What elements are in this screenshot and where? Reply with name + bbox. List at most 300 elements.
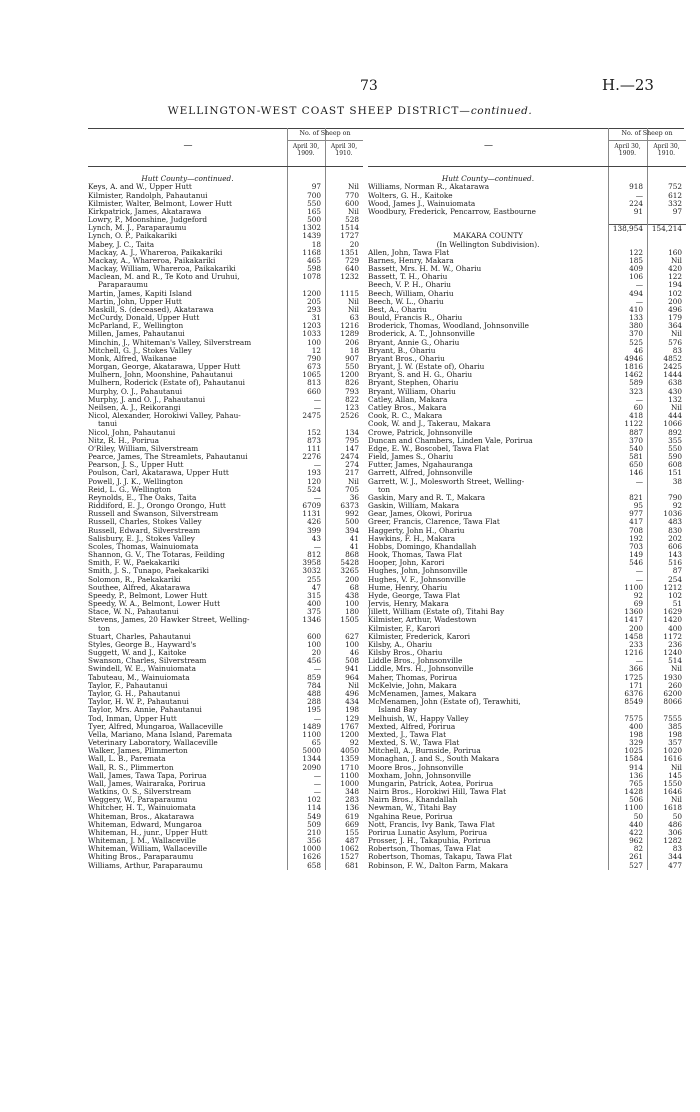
owner-name: Catley, Allan, Makara (368, 395, 448, 404)
sheep-1909: 288 (307, 698, 321, 707)
table-row (88, 200, 363, 208)
sheep-1910: 2425 (663, 363, 682, 372)
page-title (0, 105, 700, 117)
sheep-1910: 102 (668, 591, 682, 600)
header-group: No. of Sheep on (299, 130, 351, 137)
sheep-1909: 598 (307, 265, 321, 274)
sheep-1910: 194 (668, 281, 682, 290)
sheep-1909: 43 (311, 534, 321, 543)
table-row (368, 265, 686, 273)
sheep-1910: 640 (345, 265, 359, 274)
sheep-1909: 46 (633, 346, 643, 355)
sheep-1909: 366 (629, 665, 643, 674)
sheep-1909 (608, 175, 647, 183)
sheep-1910: 606 (668, 542, 682, 551)
owner-name: Whiteman, J. M., Wallaceville (88, 837, 196, 846)
sheep-1909: 47 (311, 583, 321, 592)
sheep-1909: 205 (307, 297, 321, 306)
sheep-1910 (647, 175, 686, 183)
owner-name: Ngahina Reue, Porirua (368, 812, 453, 821)
sheep-1909: 146 (629, 469, 643, 478)
sheep-1909: 1000 (302, 845, 321, 854)
table-row (88, 690, 363, 698)
sheep-1909: 3958 (302, 559, 321, 568)
header-group: No. of Sheep on (621, 130, 673, 137)
table-row (88, 249, 363, 257)
sheep-1910: 236 (668, 640, 682, 649)
owner-name: Haggerty, John H., Ohariu (368, 526, 465, 535)
table-row (368, 494, 686, 502)
table-row (368, 674, 686, 682)
table-row (368, 813, 686, 821)
table-row (368, 200, 686, 208)
sheep-1910: 1100 (340, 771, 359, 780)
owner-name: Solomon, R., Paekakariki (88, 575, 181, 584)
table-row (368, 453, 686, 461)
owner-name: Porirua Lunatic Asylum, Porirua (368, 828, 488, 837)
owner-name: Watkins, O. S., Silverstream (88, 788, 192, 797)
sheep-1910: 364 (668, 322, 682, 331)
owner-name: Wolters, G. H., Kaitoke (368, 191, 453, 200)
owner-name: Russell, Edward, Silverstream (88, 526, 201, 535)
table-row (368, 804, 686, 812)
sheep-1909: 962 (629, 837, 643, 846)
table-row (88, 862, 363, 870)
owner-name: McCurdy, Donald, Upper Hutt (88, 314, 200, 323)
table-row (88, 837, 363, 845)
table-row (368, 257, 686, 265)
owner-name: Island Bay (378, 706, 417, 715)
sheep-1910: 576 (668, 338, 682, 347)
sheep-1909: 114 (307, 804, 321, 813)
sheep-1909: 233 (629, 640, 643, 649)
sheep-1910: 147 (345, 444, 359, 453)
sheep-1910: Nil (670, 796, 682, 805)
sheep-1910: Nil (347, 681, 359, 690)
sheep-1910 (325, 167, 363, 175)
sheep-1909: 8549 (624, 698, 643, 707)
sheep-1910: 1767 (340, 722, 359, 731)
table-row (368, 404, 686, 412)
sheep-1909: 700 (307, 191, 321, 200)
owner-name: Morgan, George, Akatarawa, Upper Hutt (88, 363, 241, 372)
sheep-1909: 6376 (624, 690, 643, 698)
sheep-1909: — (313, 461, 321, 470)
sheep-1909: 400 (629, 722, 643, 731)
table-row (88, 845, 363, 853)
sheep-1910: 2526 (340, 412, 359, 421)
sheep-1909: 488 (307, 690, 321, 698)
sheep-1909: 20 (311, 649, 321, 658)
sheep-1909: 410 (629, 305, 643, 314)
sheep-1910: 1062 (340, 845, 359, 854)
sheep-1910: 4852 (663, 354, 682, 363)
table-row (88, 388, 363, 396)
page-number: 73 (360, 78, 378, 94)
table-row (368, 322, 686, 330)
owner-name: Mulhern, John, Moonshine, Pahautanui (88, 371, 233, 380)
sheep-1909: 315 (307, 591, 321, 600)
sheep-1909: 97 (311, 183, 321, 192)
sheep-1909: 92 (633, 591, 643, 600)
table-row (368, 682, 686, 690)
sheep-1910: 1240 (663, 649, 682, 658)
sheep-1910: 41 (349, 534, 359, 543)
sheep-1910: 483 (668, 518, 682, 527)
sheep-1909: — (313, 771, 321, 780)
owner-name: Garrett, Alfred, Johnsonville (368, 469, 473, 478)
sheep-1909: 703 (629, 542, 643, 551)
table-row (368, 559, 686, 567)
owner-name: Kirkpatrick, James, Akatarawa (88, 207, 202, 216)
page-reference: H.—23 (602, 76, 654, 94)
owner-name: Hutt County—continued. (141, 175, 234, 184)
table-row (88, 682, 363, 690)
sheep-1909 (287, 420, 325, 428)
table-row (368, 584, 686, 592)
table-row (368, 420, 686, 428)
owner-name: Lowry, P., Moonshine, Judgeford (88, 216, 208, 225)
table-row (88, 429, 363, 437)
table-row (88, 192, 363, 200)
sheep-1909: — (635, 575, 643, 584)
sheep-1909: 136 (629, 771, 643, 780)
owner-name: Nicol, Alexander, Horokiwi Valley, Pahau- (88, 412, 241, 421)
sheep-1909: 323 (629, 387, 643, 396)
sheep-1909: 456 (307, 657, 321, 666)
sheep-1910: 434 (345, 698, 359, 707)
sheep-1909: 6709 (302, 502, 321, 511)
sheep-1910 (325, 420, 363, 428)
table-row (368, 567, 686, 575)
table-row (88, 821, 363, 829)
sheep-1909: 506 (629, 796, 643, 805)
table-row (88, 298, 363, 306)
sheep-1909 (608, 241, 647, 249)
sheep-1909: 500 (307, 216, 321, 225)
table-row (368, 429, 686, 437)
table-row (368, 502, 686, 510)
sheep-1910: 151 (668, 469, 682, 478)
sheep-1909: 193 (307, 469, 321, 478)
sheep-1910: 2474 (340, 453, 359, 462)
sheep-1910: 496 (668, 305, 682, 314)
sheep-1909: 1078 (302, 273, 321, 282)
sheep-1910: Nil (347, 183, 359, 192)
table-row (88, 780, 363, 788)
table-row (88, 772, 363, 780)
owner-name (368, 167, 608, 175)
table-row (88, 739, 363, 747)
header-col-1909: April 30, 1909. (292, 143, 320, 157)
owner-name: Martin, John, Upper Hutt (88, 297, 182, 306)
owner-name: Bould, Francis R., Ohariu (368, 314, 463, 323)
sheep-1910: 143 (668, 551, 682, 560)
sheep-1909: 82 (633, 845, 643, 854)
sheep-1909: 821 (629, 493, 643, 502)
sheep-1909: 152 (307, 428, 321, 437)
sheep-1910: 793 (345, 387, 359, 396)
table-row (368, 412, 686, 420)
owner-name: Hutt County—continued. (441, 175, 535, 184)
sheep-1909: 426 (307, 518, 321, 527)
owner-name: ton (378, 485, 391, 494)
sheep-1910: Nil (347, 297, 359, 306)
sheep-1909: 1025 (624, 747, 643, 756)
sheep-1909: 111 (307, 444, 321, 453)
column-divider (647, 167, 648, 870)
sheep-1910: 1066 (663, 420, 682, 429)
sheep-1910: 7555 (663, 714, 682, 723)
sheep-1910: 1629 (663, 608, 682, 617)
sheep-1909: 1344 (302, 755, 321, 764)
owner-name: Monk, Alfred, Waikanae (88, 354, 177, 363)
sheep-1910: 964 (345, 673, 359, 682)
owner-name: Hume, Henry, Ohariu (368, 583, 448, 592)
sheep-1909 (608, 706, 647, 714)
sheep-1910: 68 (349, 583, 359, 592)
sheep-1910: 254 (668, 575, 682, 584)
sheep-1909 (608, 232, 647, 240)
sheep-1909: 1131 (302, 510, 321, 519)
table-row (368, 208, 686, 216)
sheep-1910: 134 (345, 428, 359, 437)
table-row (88, 314, 363, 322)
sheep-1910: 528 (345, 216, 359, 225)
sheep-1909: 1203 (302, 322, 321, 331)
owner-name: Mexted, Alfred, Porirua (368, 722, 456, 731)
table-row (88, 788, 363, 796)
sheep-1909: — (313, 665, 321, 674)
table-row (88, 764, 363, 772)
row-continuation (368, 706, 686, 714)
owner-name: Crowe, Patrick, Johnsonville (368, 428, 473, 437)
sheep-1910: 1282 (663, 837, 682, 846)
sheep-1909: 1428 (624, 788, 643, 797)
owner-name: Wall, James, Wairaraka, Porirua (88, 779, 206, 788)
owner-name: Stevens, James, 20 Hawker Street, Welling- (88, 616, 250, 625)
table-row (88, 755, 363, 763)
sheep-1909: 790 (307, 354, 321, 363)
sheep-1909: 1458 (624, 632, 643, 641)
sheep-1909: 440 (629, 820, 643, 829)
table-row (368, 788, 686, 796)
sheep-1910: 826 (345, 379, 359, 388)
owner-name: Maher, Thomas, Porirua (368, 673, 458, 682)
sheep-1909: — (635, 395, 643, 404)
sheep-1909: — (313, 403, 321, 412)
sheep-1909: 524 (307, 485, 321, 494)
owner-name: Swanson, Charles, Silverstream (88, 657, 207, 666)
sheep-1910: 1200 (340, 371, 359, 380)
sheep-1910: 600 (345, 199, 359, 208)
header-col-1910: April 30, 1910. (330, 143, 358, 157)
table-row (88, 363, 363, 371)
sheep-1910: 1527 (340, 853, 359, 862)
owner-name: Speedy, W. A., Belmont, Lower Hutt (88, 600, 220, 609)
sheep-1910: 1359 (340, 755, 359, 764)
owner-name: Maskill, S. (deceased), Akatarawa (88, 305, 214, 314)
table-row (368, 290, 686, 298)
owner-name: Stuart, Charles, Pahautanui (88, 632, 191, 641)
column-divider (287, 167, 288, 870)
sheep-1910: 46 (349, 649, 359, 658)
table-row (368, 608, 686, 616)
sheep-1910 (325, 281, 363, 289)
owner-name (368, 224, 608, 232)
sheep-1910 (647, 232, 686, 240)
sheep-1909: 7575 (624, 714, 643, 723)
table-row (368, 379, 686, 387)
owner-name: Wall, James, Tawa Tapa, Porirua (88, 771, 207, 780)
sheep-1910: 1351 (340, 248, 359, 257)
column-divider (325, 167, 326, 870)
sheep-1910: Nil (670, 665, 682, 674)
sheep-1909: 1200 (302, 289, 321, 298)
owner-name: Bryant, Stephen, Ohariu (368, 379, 459, 388)
sheep-1910: 514 (668, 657, 682, 666)
owner-name: Swindell, W. E., Wainuiomata (88, 665, 196, 674)
table-row (88, 665, 363, 673)
owner-name: Jervis, Henry, Makara (368, 600, 449, 609)
sheep-1909: 95 (633, 502, 643, 511)
sheep-1909: 1100 (624, 583, 643, 592)
owner-name: Bryant Bros., Ohariu (368, 354, 445, 363)
column-divider (608, 167, 609, 870)
spacer (368, 167, 686, 175)
table-row (88, 347, 363, 355)
sheep-1910: Nil (347, 305, 359, 314)
table-row (88, 330, 363, 338)
table-row (368, 396, 686, 404)
sheep-1910: 892 (668, 428, 682, 437)
table-row (368, 543, 686, 551)
owner-name: Robertson, Thomas, Tawa Flat (368, 845, 481, 854)
owner-name: Moore Bros., Johnsonville (368, 763, 464, 772)
row-continuation (88, 281, 363, 289)
sheep-1909: 370 (629, 436, 643, 445)
owner-name: Garrett, W. J., Molesworth Street, Welling- (368, 477, 525, 486)
sheep-1910: 500 (345, 518, 359, 527)
sheep-1909: 255 (307, 575, 321, 584)
sheep-1910: 4050 (340, 747, 359, 756)
table-row (88, 494, 363, 502)
table-row (88, 715, 363, 723)
table-row (368, 600, 686, 608)
table-row (88, 633, 363, 641)
owner-name: Williams, Norman R., Akatarawa (368, 183, 490, 192)
sheep-1910: 795 (345, 436, 359, 445)
sheep-1909: 1439 (302, 232, 321, 241)
sheep-1910: 180 (345, 608, 359, 617)
sheep-1909: 1816 (624, 363, 643, 372)
owner-name: O'Riley, William, Silverstream (88, 444, 199, 453)
owner-name: Melhuish, W., Happy Valley (368, 714, 469, 723)
sheep-1910: 206 (345, 338, 359, 347)
sheep-1910: 1216 (340, 322, 359, 331)
sheep-1910: 100 (345, 640, 359, 649)
table-row (88, 404, 363, 412)
header-group-rule (287, 140, 363, 141)
owner-name: Field, James S., Ohariu (368, 453, 454, 462)
table-row (368, 829, 686, 837)
sheep-1910 (647, 216, 686, 224)
table-row (88, 657, 363, 665)
sheep-1910: 306 (668, 828, 682, 837)
sheep-1910: 608 (668, 461, 682, 470)
sheep-1909: — (313, 493, 321, 502)
sheep-1909: — (313, 779, 321, 788)
total-row (368, 224, 686, 232)
sheep-1910: 332 (668, 199, 682, 208)
owner-name: Paraparaumu (98, 281, 148, 290)
sheep-1909: 918 (629, 183, 643, 192)
sheep-1910: 92 (672, 502, 682, 511)
owner-name: Weggery, W., Paraparaumu (88, 796, 188, 805)
sheep-1910: Nil (670, 330, 682, 339)
owner-name: Mackay, A. J., Whareroa, Paikakariki (88, 248, 223, 257)
table-row (368, 592, 686, 600)
owner-name: Best, A., Ohariu (368, 305, 427, 314)
sheep-1909: 50 (633, 812, 643, 821)
table-body (88, 167, 363, 870)
sheep-1909 (608, 167, 647, 175)
table-row (88, 257, 363, 265)
table-row (88, 747, 363, 755)
owner-name: Cook, W. and J., Takerau, Makara (368, 420, 491, 429)
sheep-1910 (647, 167, 686, 175)
sheep-1909: 1462 (624, 371, 643, 380)
sheep-1910: 198 (668, 730, 682, 739)
table-row (88, 379, 363, 387)
sheep-1909: 465 (307, 256, 321, 265)
owner-name: Mitchell, A., Burnside, Porirua (368, 747, 481, 756)
sheep-1909: 12 (311, 346, 321, 355)
table-row (368, 469, 686, 477)
sheep-1909: 149 (629, 551, 643, 560)
sheep-1910: 612 (668, 191, 682, 200)
table-row (88, 551, 363, 559)
spacer (88, 167, 363, 175)
sheep-1910: 496 (345, 690, 359, 698)
sheep-1909: 171 (629, 681, 643, 690)
owner-name: Cook, R. C., Makara (368, 412, 443, 421)
sheep-1909: 165 (307, 207, 321, 216)
table-row (88, 469, 363, 477)
owner-name: Hyde, George, Tawa Flat (368, 591, 461, 600)
sheep-1910: 18 (349, 346, 359, 355)
owner-name: ton (98, 624, 111, 633)
sheep-1909: 549 (307, 812, 321, 821)
table-row (88, 543, 363, 551)
owner-name: Beech, W. L., Ohariu (368, 297, 444, 306)
sheep-1910: 1444 (663, 371, 682, 380)
sheep-1910: 179 (668, 314, 682, 323)
sheep-1910: 122 (668, 273, 682, 282)
owner-name: Futter, James, Ngahauranga (368, 461, 473, 470)
sheep-1909: 1360 (624, 608, 643, 617)
owner-name: Williams, Arthur, Paraparaumu (88, 861, 203, 870)
sheep-1910: 486 (668, 820, 682, 829)
sheep-1909: — (635, 657, 643, 666)
table-row (368, 347, 686, 355)
sheep-1909: 600 (307, 632, 321, 641)
sheep-1910: 941 (345, 665, 359, 674)
sheep-1909: 106 (629, 273, 643, 282)
owner-name: Tabuteau, M., Wainuiomata (88, 673, 190, 682)
header-blank: — (183, 141, 193, 151)
title-main: WELLINGTON-WEST COAST SHEEP DISTRICT— (167, 105, 471, 117)
